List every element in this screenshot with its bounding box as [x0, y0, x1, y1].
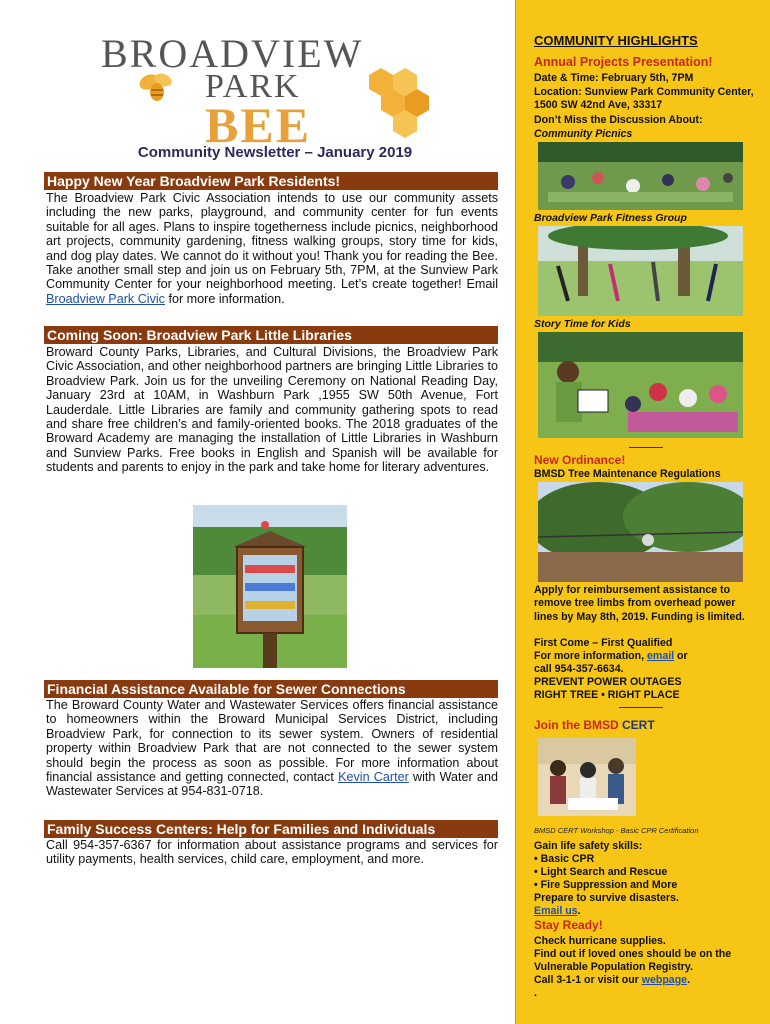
fitness-group-photo: [538, 226, 743, 316]
heading-new-year: Happy New Year Broadview Park Residents!: [44, 172, 498, 190]
new-year-body-end: for more information.: [164, 291, 285, 306]
story-time-photo: [538, 332, 743, 438]
cert-join-text: Join the BMSD: [534, 718, 623, 732]
heading-sewer: Financial Assistance Available for Sewer Connections: [44, 680, 498, 698]
tree-maintenance-photo: [538, 482, 743, 582]
skills-heading: Gain life safety skills:: [534, 840, 643, 852]
sewer-body-end: with Water and Wastewater Services at 954-831-0718.: [46, 770, 498, 799]
webpage-link[interactable]: webpage: [641, 974, 688, 986]
masthead-broadview: BROADVIEW: [101, 31, 364, 76]
civic-email-link[interactable]: Broadview Park Civic: [46, 291, 165, 306]
skill-fire: • Fire Suppression and More: [534, 879, 678, 891]
trailing-dot: .: [534, 987, 537, 999]
sewer-body: The Broward County Water and Wastewater Services offers financial assistance to homeowners within the Broward Municipal Services District, including Broadview Park, for connection to its sewer system. Owners of residential property within Broadview Park that are not connected to the sewer system should begin the process as soon as possible. For more information about financial assistance and getting connected, contact: [46, 698, 498, 785]
divider-1: [629, 447, 663, 448]
email-us-line: [534, 905, 762, 918]
prepare: Prepare to survive disasters.: [534, 892, 679, 904]
cert-join: [534, 719, 762, 732]
heading-libraries: Coming Soon: Broadview Park Little Libraries: [44, 326, 498, 344]
family-text: Call 954-357-6367 for information about assistance programs and services for utility payments, health services, child care, employment, and more.: [46, 838, 498, 867]
sidebar-title: COMMUNITY HIGHLIGHTS: [534, 33, 698, 48]
prevent-outages: PREVENT POWER OUTAGES: [534, 676, 682, 688]
ordinance-heading: New Ordinance!: [534, 453, 626, 467]
honeycomb-icon: [357, 66, 437, 146]
sewer-text: [46, 698, 498, 799]
more-info-prefix: For more information,: [534, 650, 648, 662]
community-highlights-sidebar: [515, 0, 770, 1024]
call-prefix: Call 3-1-1 or visit our: [534, 974, 642, 986]
cert-word: CERT: [622, 718, 655, 732]
more-info-line: [534, 650, 762, 663]
little-library-photo: [193, 505, 347, 668]
new-year-text: [46, 191, 498, 306]
bee-icon: [135, 70, 179, 104]
right-tree: RIGHT TREE • RIGHT PLACE: [534, 689, 680, 701]
stay-ready: Stay Ready!: [534, 918, 603, 932]
divider-2: [619, 707, 663, 708]
find-out: Find out if loved ones should be on the Vulnerable Population Registry.: [534, 948, 732, 974]
webpage-suffix: .: [687, 974, 691, 986]
skill-search: • Light Search and Rescue: [534, 866, 668, 878]
caption-story-time: Story Time for Kids: [534, 318, 631, 330]
libraries-text: Broward County Parks, Libraries, and Cultural Divisions, the Broadview Park Civic Association, and other neighborhood partners are bringing Little Libraries to Broadview Park. Join us for the unveiling Ceremony on National Reading Day, January 23rd at 10AM, in Washburn Park ,1955 SW 50th Avenue, Fort Lauderdale. Little Libraries are family and community gathering spots to read and share free children’s and family-oriented books. The 2018 graduates of the Broward Academy are managing the installation of Little Libraries in Washburn and Sunview Parks. Free books in English and Spanish will be available for students and parents to enjoy in the park and take home for literary adventures.: [46, 345, 498, 475]
masthead-bee: BEE: [205, 97, 312, 153]
call-311-line: [534, 974, 762, 987]
call-line: call 954-357-6634.: [534, 663, 624, 675]
email-us-link[interactable]: Email us: [534, 905, 578, 917]
email-us-suffix: .: [577, 905, 581, 917]
check-supplies: Check hurricane supplies.: [534, 935, 666, 947]
newsletter-subtitle: Community Newsletter – January 2019: [137, 144, 413, 161]
masthead-park: PARK: [205, 68, 301, 105]
more-info-suffix: or: [674, 650, 688, 662]
ordinance-sub: BMSD Tree Maintenance Regulations: [534, 468, 721, 480]
annual-date: Date & Time: February 5th, 7PM: [534, 72, 694, 84]
annual-heading: Annual Projects Presentation!: [534, 55, 713, 69]
annual-topic: Community Picnics: [534, 128, 633, 140]
first-come: First Come – First Qualified: [534, 637, 673, 649]
kevin-carter-link[interactable]: Kevin Carter: [338, 770, 409, 785]
cert-workshop-photo: [538, 738, 636, 816]
reimburse-text: Apply for reimbursement assistance to remove tree limbs from overhead power lines by May 8th, 2019. Funding is limited.: [534, 584, 745, 623]
caption-fitness: Broadview Park Fitness Group: [534, 212, 687, 224]
annual-location: Location: Sunview Park Community Center, 1500 SW 42nd Ave, 33317: [534, 86, 754, 112]
picnic-photo: [538, 142, 743, 210]
annual-discuss: Don’t Miss the Discussion About:: [534, 114, 703, 126]
cert-caption: BMSD CERT Workshop - Basic CPR Certification: [534, 826, 699, 835]
tree-email-link[interactable]: email: [647, 650, 675, 662]
new-year-body: The Broadview Park Civic Association intends to use our community assets including the new parks, playground, and community center for fun events suitable for all ages. Plans to inspire togetherness include picnics, neighborhood art projects, community gardening, fitness walking groups, story time for kids, and dog play dates. We cannot do it without you! Thank you for reading the Bee. Take another small step and join us on February 5th, 7PM, at the Sunview Park Community Center for your neighborhood meeting. Let’s create together! Email: [46, 191, 498, 292]
heading-family: Family Success Centers: Help for Families and Individuals: [44, 820, 498, 838]
skill-cpr: • Basic CPR: [534, 853, 595, 865]
